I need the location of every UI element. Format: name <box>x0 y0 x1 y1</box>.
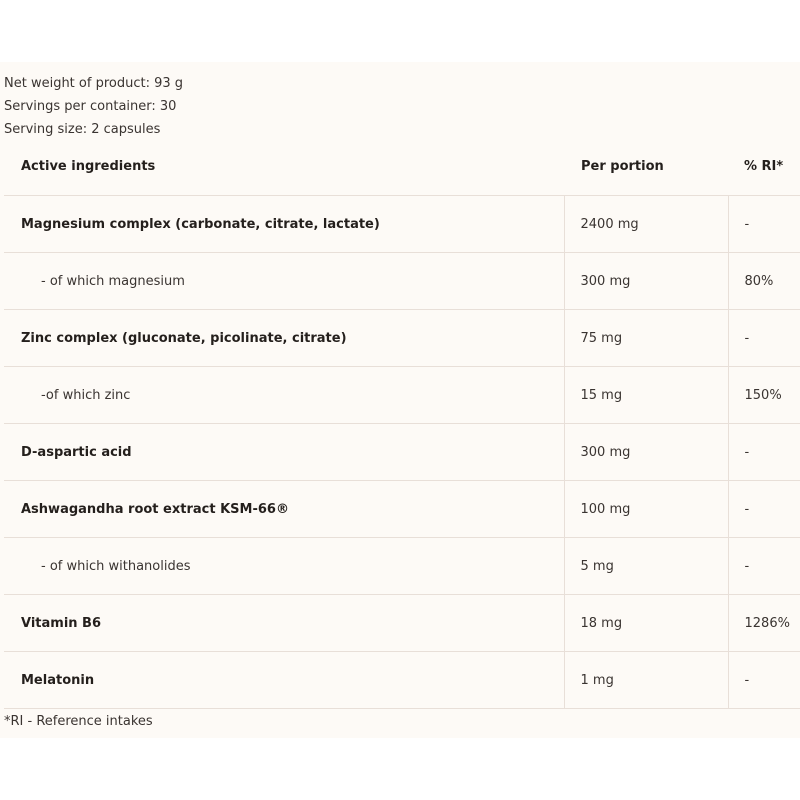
table-header-row <box>4 138 800 196</box>
ingredient-name: Ashwagandha root extract KSM-66® <box>4 481 564 538</box>
per-portion-value: 18 mg <box>564 595 728 652</box>
per-portion-value: 2400 mg <box>564 196 728 253</box>
ingredient-name: Vitamin B6 <box>4 595 564 652</box>
table-row <box>4 595 800 652</box>
ri-value: - <box>728 538 800 595</box>
ingredient-name: Zinc complex (gluconate, picolinate, citrate) <box>4 310 564 367</box>
ri-value: - <box>728 310 800 367</box>
table-row <box>4 367 800 424</box>
ingredient-name: - of which magnesium <box>4 253 564 310</box>
ingredient-name: D-aspartic acid <box>4 424 564 481</box>
ri-value: 1286% <box>728 595 800 652</box>
footnote: *RI - Reference intakes <box>4 714 153 729</box>
header-active-ingredients: Active ingredients <box>4 138 564 196</box>
per-portion-value: 300 mg <box>564 424 728 481</box>
ingredients-table <box>4 138 800 709</box>
nutrition-panel <box>0 62 800 738</box>
ri-value: - <box>728 196 800 253</box>
table-row <box>4 196 800 253</box>
per-portion-value: 5 mg <box>564 538 728 595</box>
ri-value: - <box>728 652 800 709</box>
per-portion-value: 300 mg <box>564 253 728 310</box>
table-row <box>4 310 800 367</box>
product-info <box>4 72 183 141</box>
table-row <box>4 253 800 310</box>
ingredient-name: - of which withanolides <box>4 538 564 595</box>
header-per-portion: Per portion <box>564 138 728 196</box>
per-portion-value: 1 mg <box>564 652 728 709</box>
table-row <box>4 652 800 709</box>
ri-value: - <box>728 424 800 481</box>
servings-per-container-text: Servings per container: 30 <box>4 99 177 114</box>
table-row <box>4 424 800 481</box>
serving-size-text: Serving size: 2 capsules <box>4 122 161 137</box>
table-row <box>4 481 800 538</box>
net-weight-text: Net weight of product: 93 g <box>4 76 184 91</box>
per-portion-value: 75 mg <box>564 310 728 367</box>
header-ri: % RI* <box>728 138 800 196</box>
ri-value: - <box>728 481 800 538</box>
per-portion-value: 100 mg <box>564 481 728 538</box>
ingredient-name: Melatonin <box>4 652 564 709</box>
ingredient-name: -of which zinc <box>4 367 564 424</box>
ingredient-name: Magnesium complex (carbonate, citrate, lactate) <box>4 196 564 253</box>
table-row <box>4 538 800 595</box>
per-portion-value: 15 mg <box>564 367 728 424</box>
ri-value: 80% <box>728 253 800 310</box>
ri-value: 150% <box>728 367 800 424</box>
